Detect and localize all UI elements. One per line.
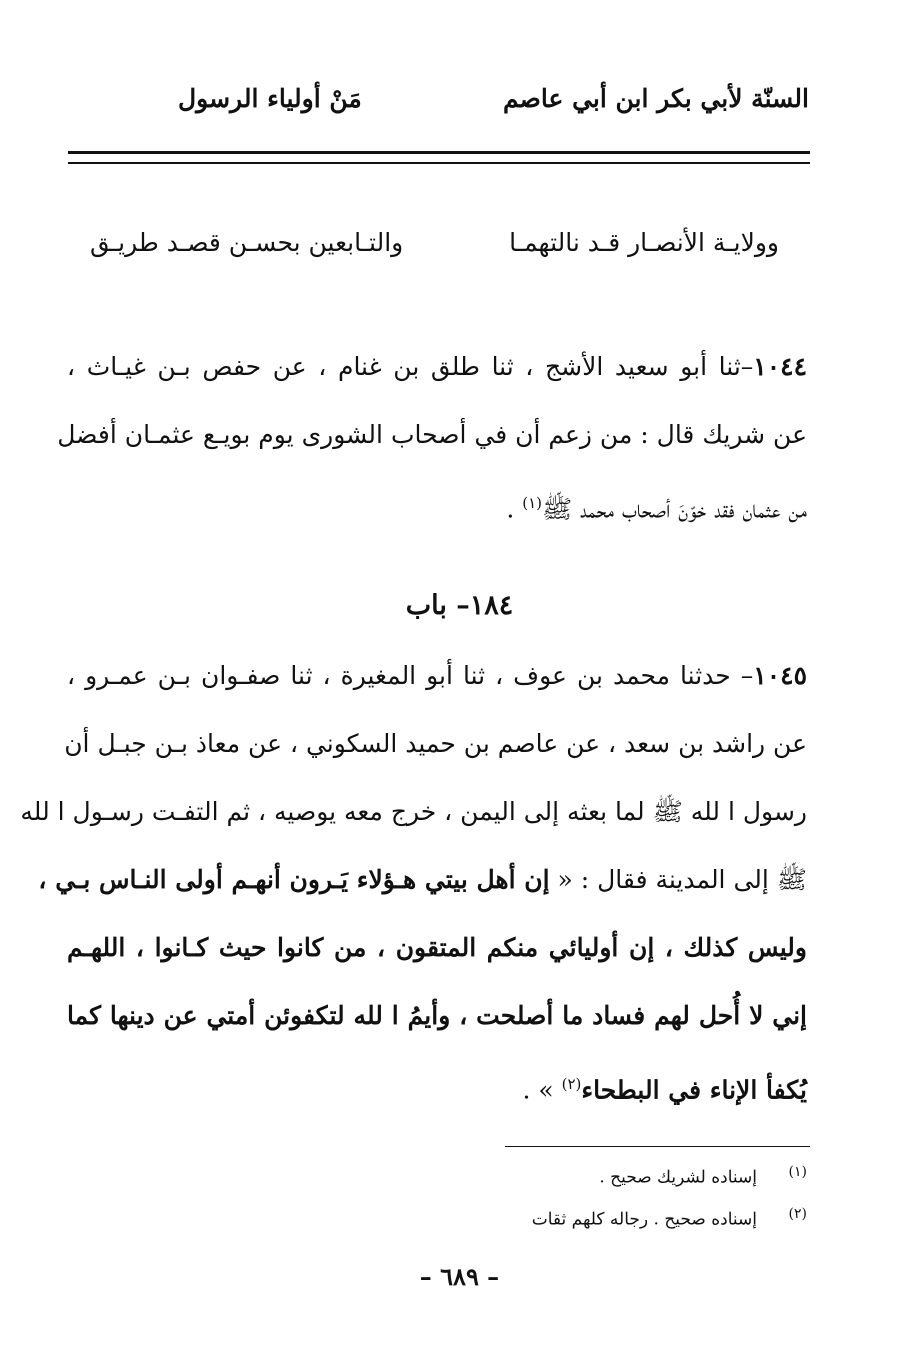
hadith-number: ١٠٤٤ [753, 352, 807, 381]
footnote-ref: (٢) [561, 1075, 582, 1093]
hadith-1044-line-3: من عثمان فقد خوّنَ أصحاب محمد ﷺ$^{(١)}$ . [506, 494, 807, 524]
page-number: – ٦٨٩ – [419, 1262, 500, 1291]
header-rule-thick [68, 151, 810, 154]
hadith-1045-line-5: وليس كذلك ، إن أوليائي منكم المتقون ، من كانوا حيث كـانوا ، اللهـم [67, 933, 807, 962]
hadith-1045-line-2: عن راشد بن سعد ، عن عاصم بن حميد السكوني ، عن معاذ بـن جبـل أن [64, 729, 807, 758]
footnote-separator [505, 1146, 810, 1147]
verse-second-hemistich: والتـابعين بحسـن قصـد طريـق [90, 228, 404, 257]
hadith-1045-line-4: ﷺ إلى المدينة فقال : « إن أهل بيتي هـؤلاء يَـرون أنهـم أولى النـاس بـي ، [38, 865, 807, 894]
footnote-2: (٢)إسناده صحيح . رجاله كلهم ثقات [531, 1206, 807, 1230]
hadith-1045 [20, 642, 807, 1118]
chapter-heading: ١٨٤– باب [405, 590, 514, 621]
verse-first-hemistich: وولايـة الأنصـار قـد نالتهمـا [509, 228, 779, 257]
hadith-1045-line-6: إني لا أُحل لهم فساد ما أصلحت ، وأيمُ ا لله لتكفوئن أمتي عن دينها كما [67, 1001, 807, 1030]
hadith-1045-line-7: يُكفأ الإناء في البطحاء$^{(٢)}$ » . [522, 1075, 807, 1105]
hadith-1044-line-1: ١٠٤٤–ثنا أبو سعيد الأشج ، ثنا طلق بن غنام ، عن حفص بـن غيـاث ، [67, 352, 807, 381]
hadith-number: ١٠٤٥ [753, 661, 807, 690]
hadith-1044-line-2: عن شريك قال : من زعم أن في أصحاب الشورى يوم بويـع عثمـان أفضل [57, 420, 807, 449]
hadith-1044 [57, 333, 807, 537]
hadith-1045-line-1: ١٠٤٥– حدثنا محمد بن عوف ، ثنا أبو المغيرة ، ثنا صفـوان بـن عمـرو ، [67, 661, 807, 690]
running-header-chapter: مَنْ أولياء الرسول [178, 84, 362, 113]
running-header-title: السنّة لأبي بكر ابن أبي عاصم [502, 84, 809, 113]
footnote-1: (١)إسناده لشريك صحيح . [599, 1164, 807, 1188]
header-rule-thin [68, 162, 810, 164]
hadith-1045-line-3: رسول ا لله ﷺ لما بعثه إلى اليمن ، خرج معه يوصيه ، ثم التفـت رسـول ا لله [20, 797, 807, 826]
footnote-ref: (١) [522, 494, 543, 512]
